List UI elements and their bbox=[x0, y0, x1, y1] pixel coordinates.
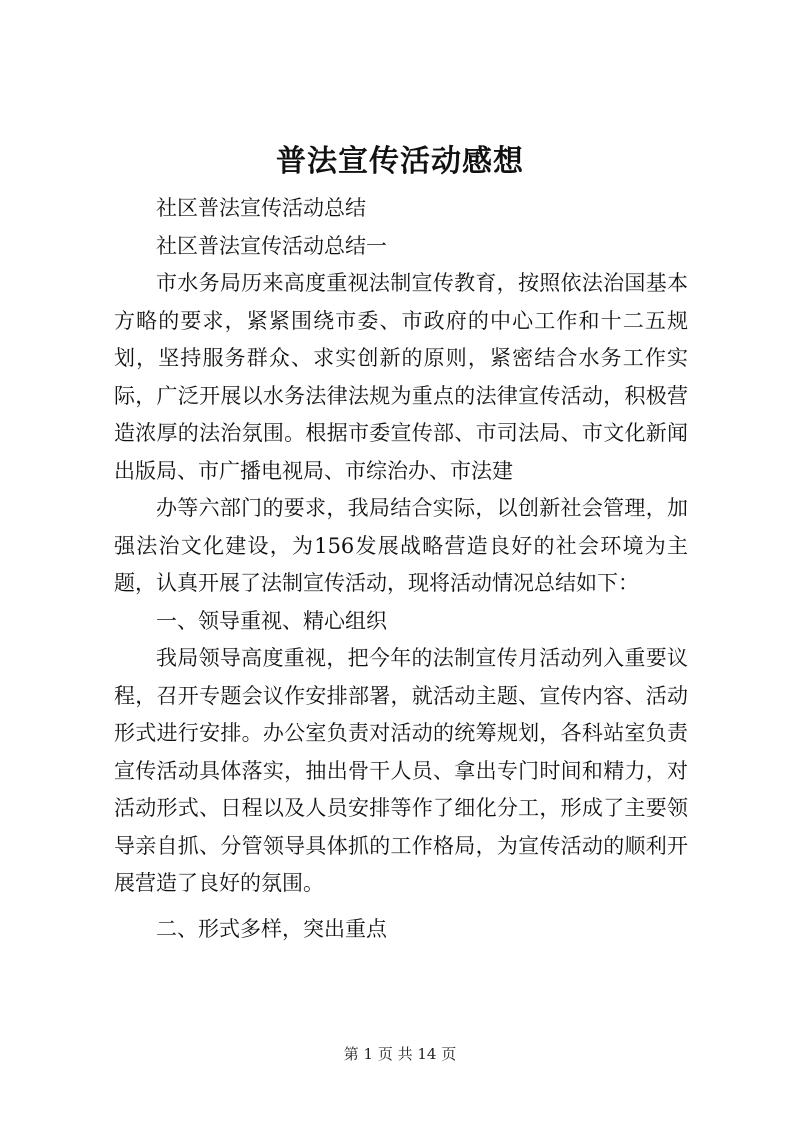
paragraph-intro: 市水务局历来高度重视法制宣传教育，按照依法治国基本方略的要求，紧紧围绕市委、市政府的中心工作和十二五规划，坚持服务群众、求实创新的原则，紧密结合水务工作实际，广泛开展以水务法律法规为重点的法律宣传活动，积极营造浓厚的法治氛围。根据市委宣传部、市司法局、市文化新闻出版局、市广播电视局、市综治办、市法建 bbox=[114, 271, 688, 483]
document-title: 普法宣传活动感想 bbox=[276, 144, 524, 179]
paragraph-heading-one: 一、领导重视、精心组织 bbox=[156, 608, 387, 633]
paragraph-heading-two: 二、形式多样，突出重点 bbox=[156, 916, 387, 941]
page-footer: 第 1 页 共 14 页 bbox=[343, 1045, 457, 1063]
paragraph-subtitle: 社区普法宣传活动总结 bbox=[156, 196, 366, 220]
paragraph-leadership: 我局领导高度重视，把今年的法制宣传月活动列入重要议程，召开专题会议作安排部署，就活动主题、宣传内容、活动形式进行安排。办公室负责对活动的统筹规划，各科站室负责宣传活动具体落实，抽出骨干人员、拿出专门时间和精力，对活动形式、日程以及人员安排等作了细化分工，形成了主要领导亲自抓、分管领导具体抓的工作格局，为宣传活动的顺利开展营造了良好的氛围。 bbox=[114, 646, 688, 895]
document-body bbox=[114, 190, 688, 948]
paragraph-requirements: 办等六部门的要求，我局结合实际，以创新社会管理，加强法治文化建设，为156发展战略营造良好的社会环境为主题，认真开展了法制宣传活动，现将活动情况总结如下： bbox=[114, 496, 688, 595]
paragraph-section-title: 社区普法宣传活动总结一 bbox=[156, 233, 387, 258]
